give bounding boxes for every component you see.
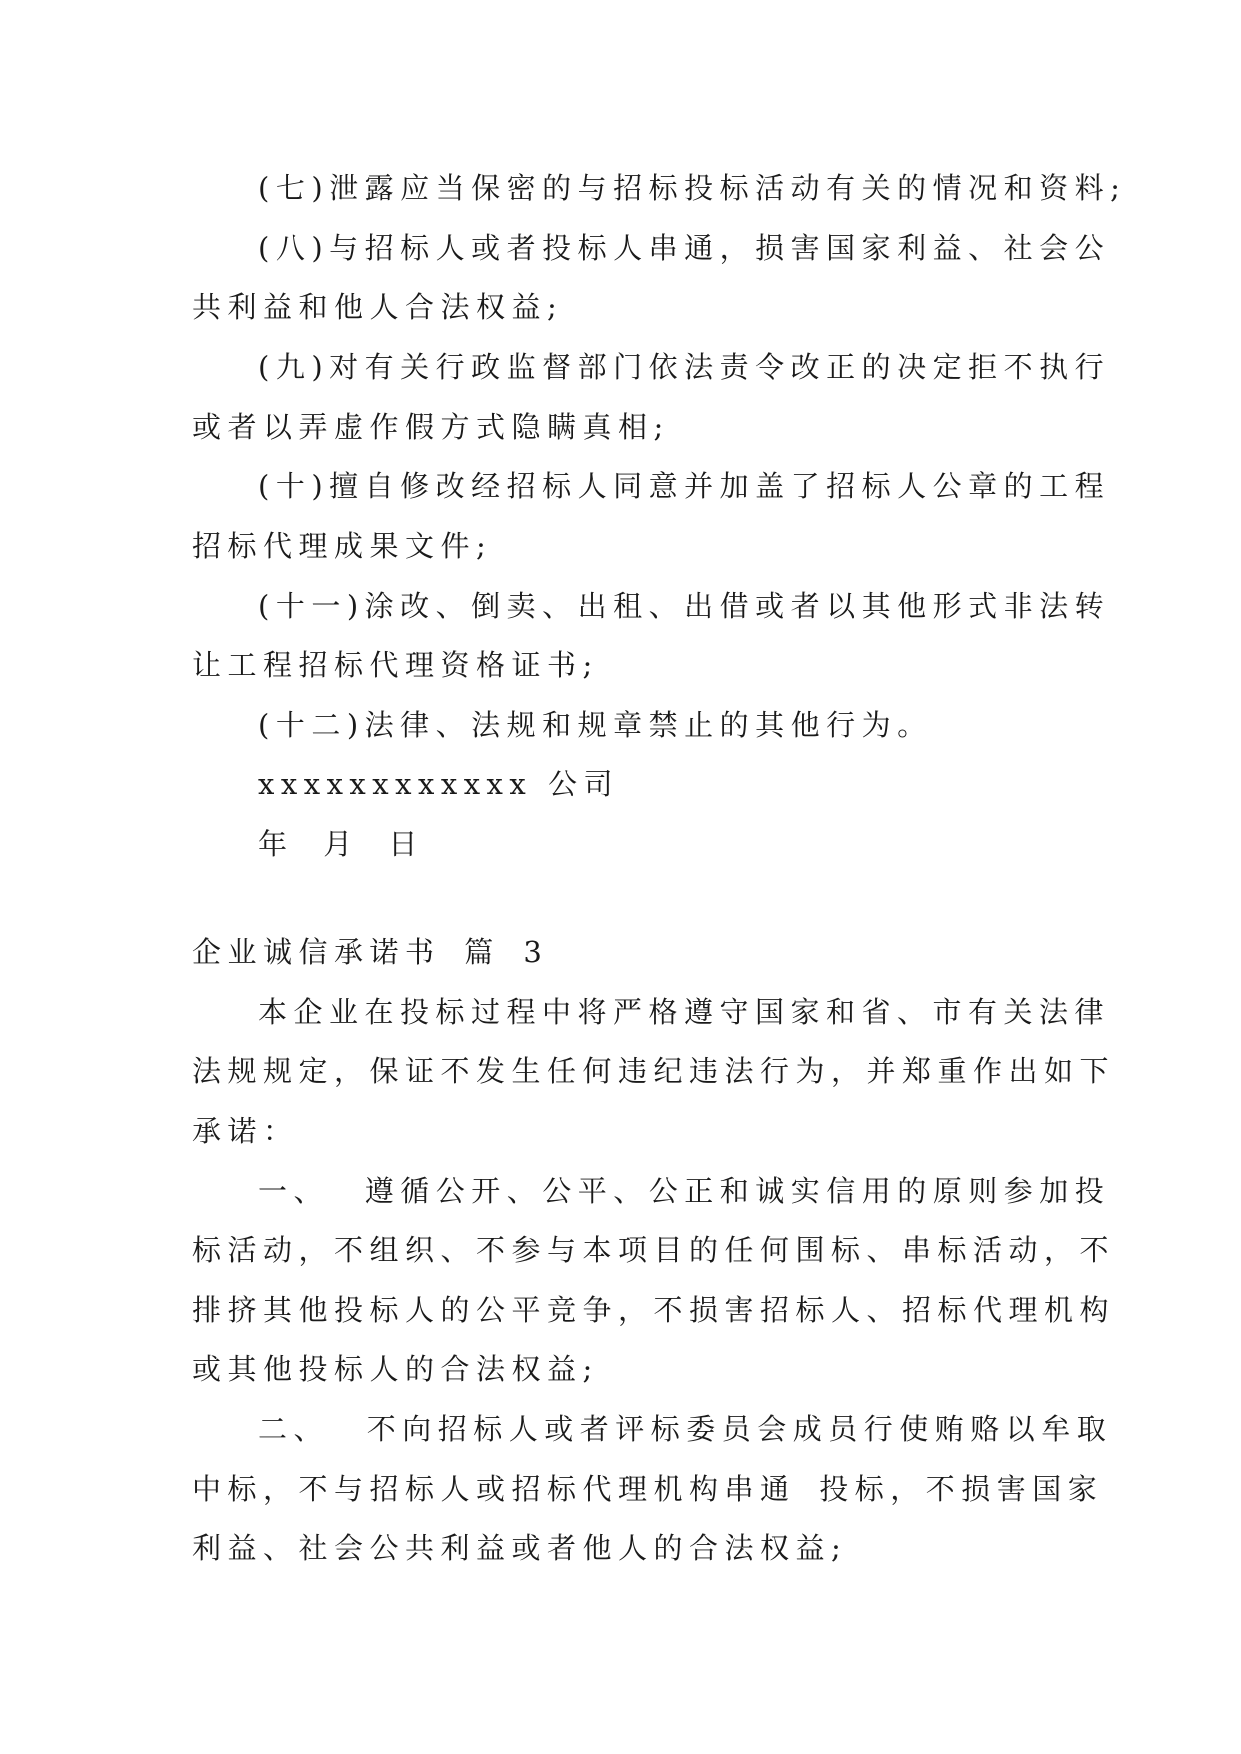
paragraph-line: 标活动，不组织、不参与本项目的任何围标、串标活动，不: [192, 1233, 1116, 1267]
paragraph-line: (十二)法律、法规和规章禁止的其他行为。: [258, 708, 933, 742]
paragraph-line: 让工程招标代理资格证书;: [192, 648, 599, 682]
paragraph-line: 本企业在投标过程中将严格遵守国家和省、市有关法律: [258, 995, 1111, 1029]
paragraph-line: 或其他投标人的合法权益;: [192, 1352, 599, 1386]
date-line: 年 月 日: [258, 827, 424, 861]
paragraph-line: (八)与招标人或者投标人串通，损害国家利益、社会公: [258, 231, 1111, 265]
paragraph-line: 排挤其他投标人的公平竞争，不损害招标人、招标代理机构: [192, 1293, 1116, 1327]
paragraph-line: 利益、社会公共利益或者他人的合法权益;: [192, 1531, 848, 1565]
section-title: 企业诚信承诺书 篇 3: [192, 935, 549, 969]
paragraph-line: 招标代理成果文件;: [192, 529, 493, 563]
paragraph-line: (十)擅自修改经招标人同意并加盖了招标人公章的工程: [258, 469, 1111, 503]
paragraph-line: 法规规定，保证不发生任何违纪违法行为，并郑重作出如下: [192, 1054, 1116, 1088]
paragraph-line: 承诺：: [192, 1114, 299, 1148]
company-name: xxxxxxxxxxxx 公司: [258, 767, 619, 801]
paragraph-line: 二、 不向招标人或者评标委员会成员行使贿赂以牟取: [258, 1412, 1113, 1446]
paragraph-line: 或者以弄虚作假方式隐瞒真相;: [192, 410, 670, 444]
paragraph-line: (九)对有关行政监督部门依法责令改正的决定拒不执行: [258, 350, 1111, 384]
paragraph-line: 一、 遵循公开、公平、公正和诚实信用的原则参加投: [258, 1174, 1111, 1208]
paragraph-line: 共利益和他人合法权益;: [192, 290, 564, 324]
paragraph-line: (七)泄露应当保密的与招标投标活动有关的情况和资料;: [258, 171, 1127, 205]
paragraph-line: 中标，不与招标人或招标代理机构串通 投标，不损害国家: [192, 1472, 1104, 1506]
paragraph-line: (十一)涂改、倒卖、出租、出借或者以其他形式非法转: [258, 589, 1111, 623]
